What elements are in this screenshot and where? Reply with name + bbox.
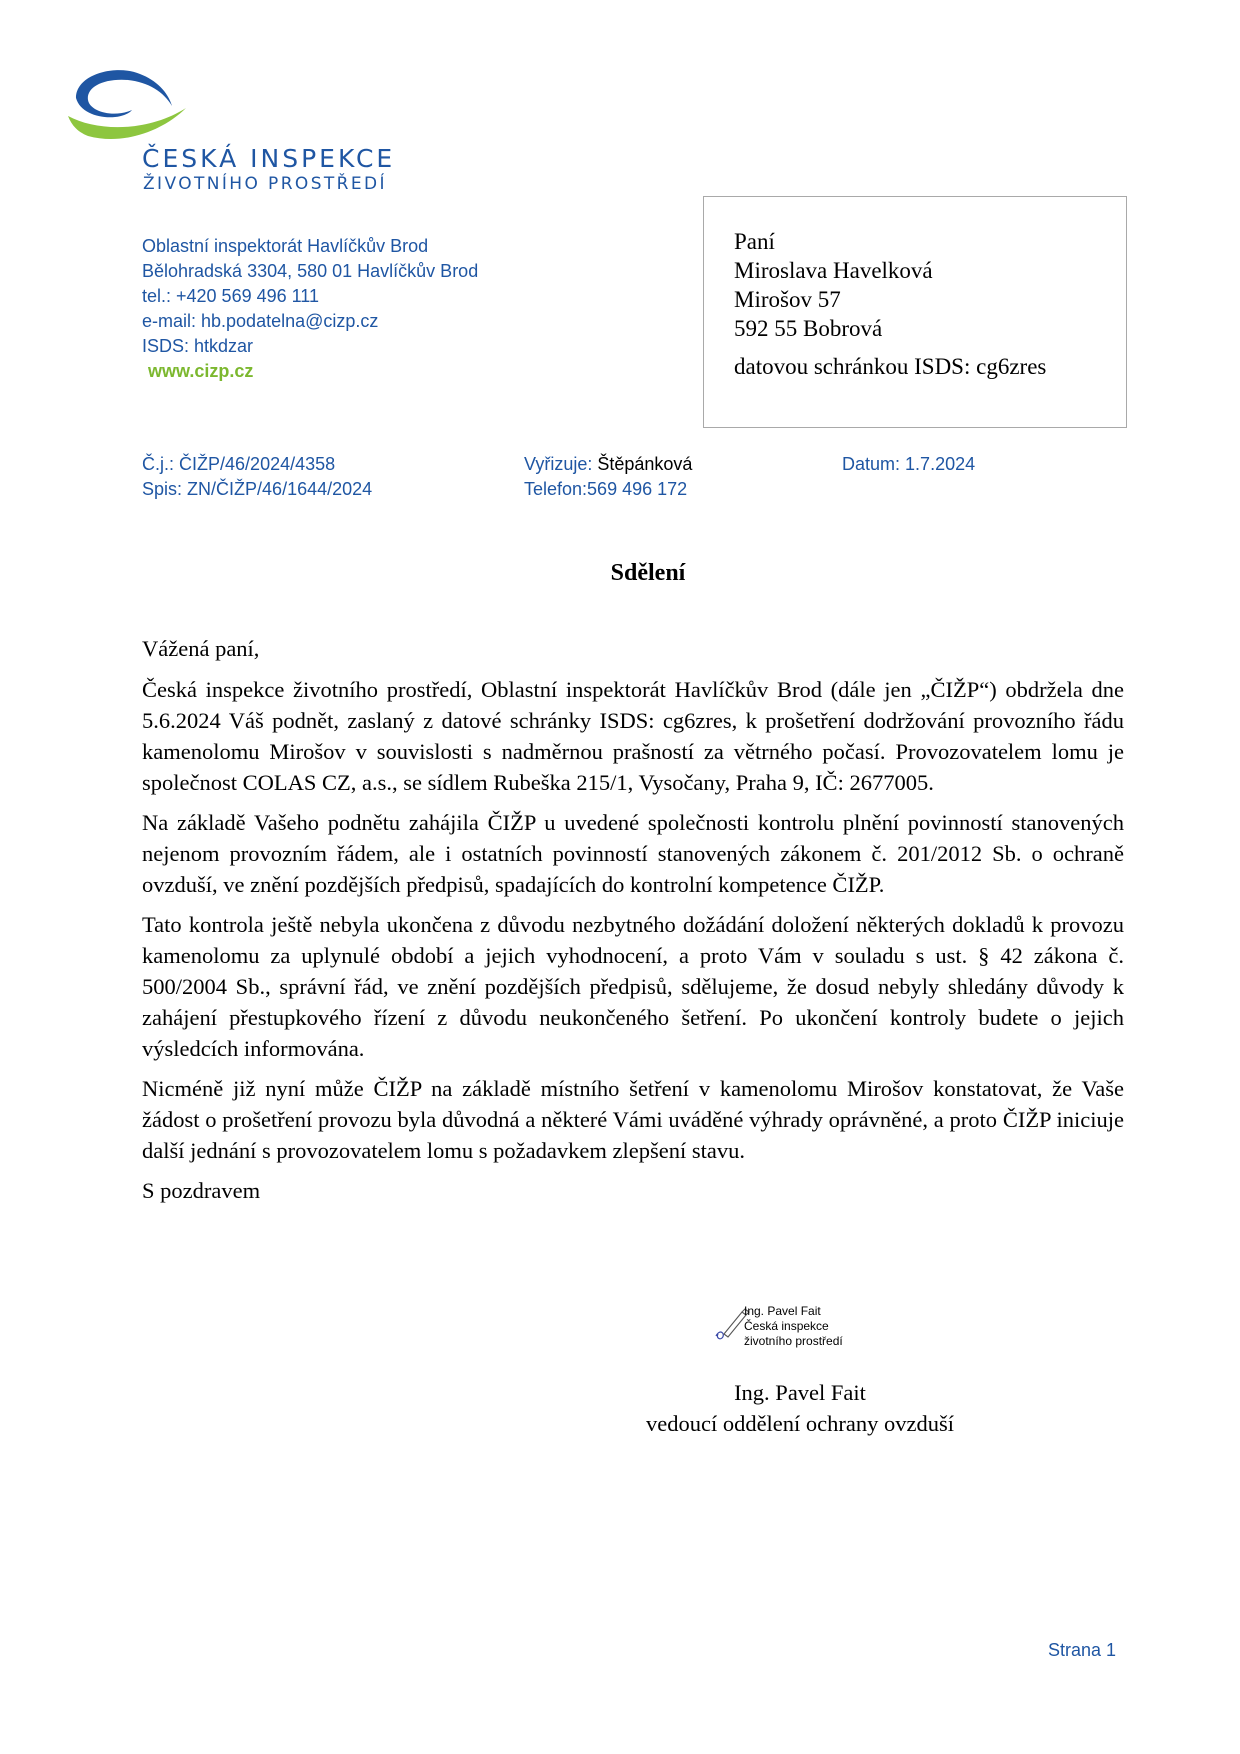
cizp-logo <box>68 66 448 196</box>
electronic-signature <box>712 1304 912 1354</box>
sender-tel: tel.: +420 569 496 111 <box>142 286 319 306</box>
stamp-line-name: Ing. Pavel Fait <box>744 1304 821 1318</box>
vyrizuje-value: Štěpánková <box>597 454 693 474</box>
signer-name: Ing. Pavel Fait <box>734 1380 866 1405</box>
cj-value: ČIŽP/46/2024/4358 <box>179 454 336 474</box>
stamp-line-org: Česká inspekce <box>744 1319 829 1333</box>
signature-stamp-text <box>744 1304 843 1349</box>
recipient-address-box <box>703 196 1127 428</box>
document-title: Sdělení <box>610 560 686 586</box>
body-paragraph: Na základě Vašeho podnětu zahájila ČIŽP u uvedené společnosti kontrolu plnění povinností stanovených nejenom provozním řádem, ale i ostatních povinností stanovených zákonem č. 201/2012 Sb. o ochraně ovzduší, ve znění pozdějších předpisů, spadajících do kontrolní kompetence ČIŽP. <box>142 810 1124 897</box>
sender-website-link[interactable]: www.cizp.cz <box>148 361 254 381</box>
reference-cj <box>142 452 335 477</box>
datum-label: Datum: <box>842 454 901 474</box>
body-closing: S pozdravem <box>142 1178 261 1203</box>
sender-email: e-mail: hb.podatelna@cizp.cz <box>142 311 379 331</box>
spis-label: Spis: <box>142 479 183 499</box>
sender-isds: ISDS: htkdzar <box>142 336 254 356</box>
body-paragraph: Nicméně již nyní může ČIŽP na základě místního šetření v kamenolomu Mirošov konstatovat, že Vaše žádost o prošetření provozu byla důvodná a některé Vámi uváděné výhrady oprávněné, a proto ČIŽP iniciuje další jednání s provozovatelem lomu s požadavkem zlepšení stavu. <box>142 1076 1124 1163</box>
reference-datum <box>842 452 975 477</box>
cj-label: Č.j.: <box>142 454 175 474</box>
recipient-isds: datovou schránkou ISDS: cg6zres <box>734 354 1047 379</box>
sender-address: Bělohradská 3304, 580 01 Havlíčkův Brod <box>142 261 479 281</box>
sender-office: Oblastní inspektorát Havlíčkův Brod <box>142 236 429 256</box>
body-salutation: Vážená paní, <box>142 636 260 661</box>
stamp-line-org2: životního prostředí <box>744 1334 843 1348</box>
body-paragraph: Tato kontrola ještě nebyla ukončena z důvodu nezbytného dožádání doložení některých dokladů k provozu kamenolomu za uplynulé období a jejich vyhodnocení, a proto Vám v souladu s ust. § 42 zákona č. 500/2004 Sb., správní řád, ve znění pozdějších předpisů, sdělujeme, že dosud nebyly shledány důvody k zahájení přestupkového řízení z důvodu neukončeného šetření. Po ukončení kontroly budete o jejich výsledcích informována. <box>142 912 1124 1061</box>
datum-value: 1.7.2024 <box>905 454 976 474</box>
logo-title: ČESKÁ INSPEKCE <box>142 144 396 173</box>
logo-subtitle: ŽIVOTNÍHO PROSTŘEDÍ <box>143 174 387 194</box>
reference-spis <box>142 477 372 502</box>
body-paragraph: Česká inspekce životního prostředí, Oblastní inspektorát Havlíčkův Brod (dále jen „ČIŽP“) obdržela dne 5.6.2024 Váš podnět, zaslaný z datové schránky ISDS: cg6zres, k prošetření dodržování provozního řádu kamenolomu Mirošov v souvislosti s nadměrnou prašností za větrného počasí. Provozovatelem lomu je společnost COLAS CZ, a.s., se sídlem Rubeška 215/1, Vysočany, Praha 9, IČ: 2677005. <box>142 677 1124 795</box>
letter-body <box>142 633 1124 1215</box>
recipient-city: 592 55 Bobrová <box>734 316 883 341</box>
reference-telefon: Telefon:569 496 172 <box>524 479 688 499</box>
vyrizuje-label: Vyřizuje: <box>524 454 593 474</box>
signer-block <box>560 1377 1040 1439</box>
recipient-salutation: Paní <box>734 229 775 254</box>
recipient-name: Miroslava Havelková <box>734 258 933 283</box>
spis-value: ZN/ČIŽP/46/1644/2024 <box>187 479 373 499</box>
signer-position: vedoucí oddělení ochrany ovzduší <box>645 1411 955 1436</box>
page-number: Strana 1 <box>1048 1640 1117 1660</box>
reference-vyrizuje <box>524 452 692 477</box>
recipient-street: Mirošov 57 <box>734 287 841 312</box>
logo-eye-icon <box>68 66 198 146</box>
sender-block <box>142 234 478 384</box>
